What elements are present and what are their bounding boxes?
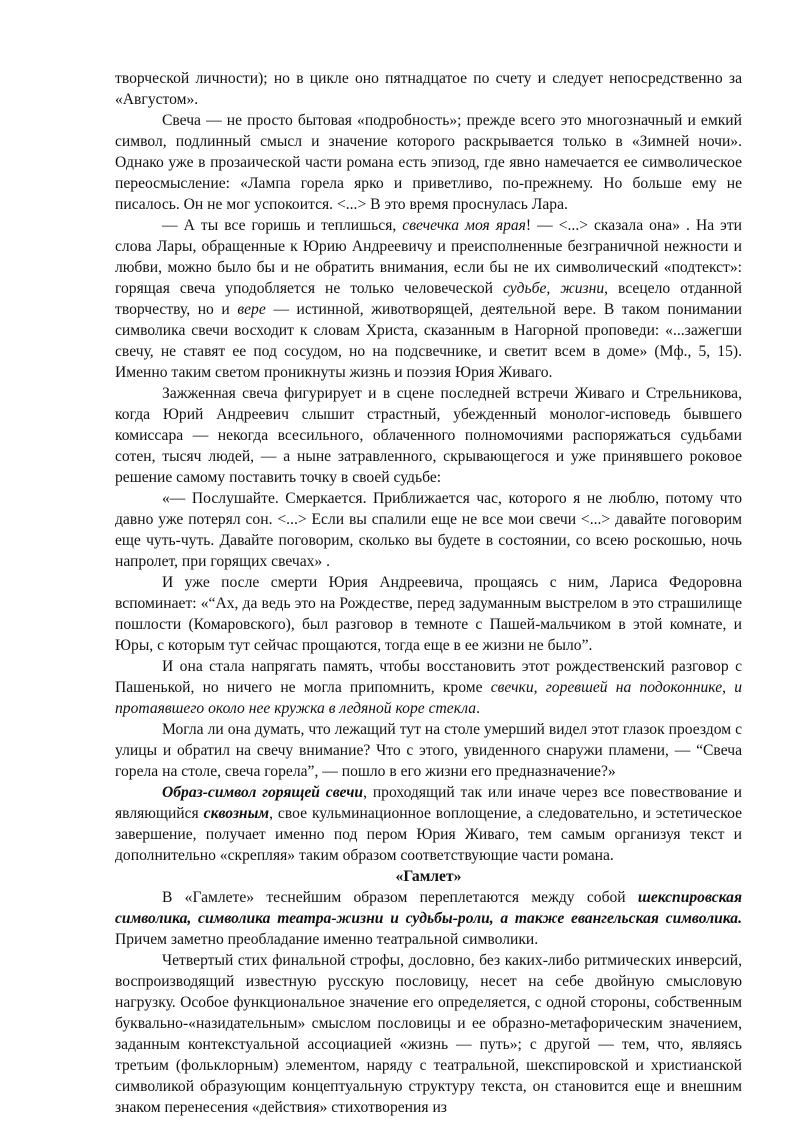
paragraph [115, 656, 742, 719]
text-run: «— Послушайте. Смеркается. Приближается час, которого я не люблю, потому что давно уже потерял сон. <...> Если вы спалили еще не все мои свечи <...> давайте поговорим еще чуть-чуть. Давайте поговорим, сколько вы будете в состоянии, со всею роскошью, ночь напролет, при горящих свечах» . [115, 490, 742, 570]
paragraph [115, 572, 742, 656]
italic-phrase: судьбе, жизни [502, 280, 605, 297]
italic-phrase: и протаявшего около нее кружка в ледяной коре стекла [115, 679, 743, 717]
italic-phrase: свечечка моя ярая [402, 217, 526, 234]
text-run: , [722, 679, 735, 696]
text-run: , проходящий так или иначе через все повествование и являющийся [115, 784, 742, 822]
text-run: «Гамлет» [395, 868, 462, 885]
paragraph [115, 383, 742, 488]
section-heading [115, 866, 742, 887]
text-run: И уже после смерти Юрия Андреевича, прощаясь с ним, Лариса Федоровна вспоминает: «“Ах, да ведь это на Рождестве, перед задуманным выстрелом в это страшилище пошлости (Комаровского), был разговор в темноте с Пашей-мальчиком в этой комнате, и Юры, с которым тут сейчас прощаются, тогда еще в ее жизни не было”. [115, 574, 742, 654]
paragraph [115, 950, 742, 1118]
paragraph [115, 782, 742, 866]
paragraph [115, 110, 742, 215]
text-run: И она стала напрягать память, чтобы восстановить этот рождественский разговор с Пашенькой, но ничего не могла припомнить, кроме [115, 658, 742, 696]
text-run: Четвертый стих финальной строфы, дословно, без каких-либо ритмических инверсий, воспроизводящий известную русскую пословицу, несет на себе двойную смысловую нагрузку. Особое функциональное значение его определяется, с одной стороны, собственным буквально-«назидательным» смыслом пословицы и ее образно-метафорическим значением, заданным контекстуальной ассоциацией «жизнь — путь»; с другой — тем, что, являясь третьим (фольклорным) элементом, наряду с театральной, шекспировской и христианской символикой образующим концептуальную структуру текста, он становится еще и внешним знаком перенесения «действия» стихотворения из [115, 952, 742, 1116]
text-run: В «Гамлете» теснейшим образом переплетаются между собой [162, 889, 638, 906]
bold-italic-phrase: сквозным [203, 805, 270, 822]
text-run: Свеча — не просто бытовая «подробность»; прежде всего это многозначный и емкий символ, подлинный смысл и значение которого раскрывается только в «Зимней ночи». Однако уже в прозаической части романа есть эпизод, где явно намечается ее символическое переосмысление: «Лампа горела ярко и приветливо, по-прежнему. Но больше ему не писалось. Он не мог успокоится. <...> В это время проснулась Лара. [115, 112, 742, 213]
text-run: ! — <...> сказала она» . На эти слова Лары, обращенные к Юрию Андреевичу и преисполненные безграничной нежности и любви, можно было бы и не обратить внимания, если бы не их символический «подтекст»: горящая свеча уподобляется не только человеческой [115, 217, 742, 297]
text-run: Причем заметно преобладание именно театральной символики. [115, 931, 539, 948]
text-run: — А ты все горишь и теплишься, [162, 217, 403, 234]
paragraph [115, 215, 742, 383]
italic-phrase: свечки, горевшей на подоконнике [490, 679, 723, 696]
paragraph [115, 887, 742, 950]
text-run: творческой личности); но в цикле оно пятнадцатое по счету и следует непосредственно за «Августом». [115, 70, 742, 108]
document-page [115, 68, 742, 1118]
bold-italic-phrase: Образ-символ горящей свечи [162, 784, 364, 801]
paragraph [115, 719, 742, 782]
text-run: . [476, 700, 480, 717]
text-run: — истинной, животворящей, деятельной вере. В таком понимании символика свечи восходит к словам Христа, сказанным в Нагорной проповеди: «...зажегши свечу, не ставят ее под сосудом, но на подсвечнике, и светит всем в доме» (Мф., 5, 15). Именно таким светом проникнуты жизнь и поэзия Юрия Живаго. [115, 301, 742, 381]
text-run: , всецело отданной творчеству, но и [115, 280, 743, 318]
text-run: Зажженная свеча фигурирует и в сцене последней встречи Живаго и Стрельникова, когда Юрий Андреевич слышит страстный, убежденный монолог-исповедь бывшего комиссара — некогда всесильного, облаченного полномочиями распоряжаться судьбами сотен, тысяч людей, — а ныне затравленного, скрывающегося и уже принявшего роковое решение самому поставить точку в своей судьбе: [115, 385, 742, 486]
italic-phrase: вере [237, 301, 266, 318]
text-run: , свое кульминационное воплощение, а следовательно, и эстетическое завершение, получает именно под пером Юрия Живаго, тем самым организуя текст и дополнительно «скрепляя» таким образом соответствующие части романа. [115, 805, 743, 864]
paragraph [115, 488, 742, 572]
paragraph [115, 68, 742, 110]
text-run: Могла ли она думать, что лежащий тут на столе умерший видел этот глазок проездом с улицы и обратил на свечу внимание? Что с этого, увиденного снаружи пламени, — “Свеча горела на столе, свеча горела”, — пошло в его жизни его предназначение?» [115, 721, 742, 780]
bold-italic-phrase: шекспировская символика, символика театра-жизни и судьбы-роли, а также евангельская символика. [115, 889, 742, 927]
